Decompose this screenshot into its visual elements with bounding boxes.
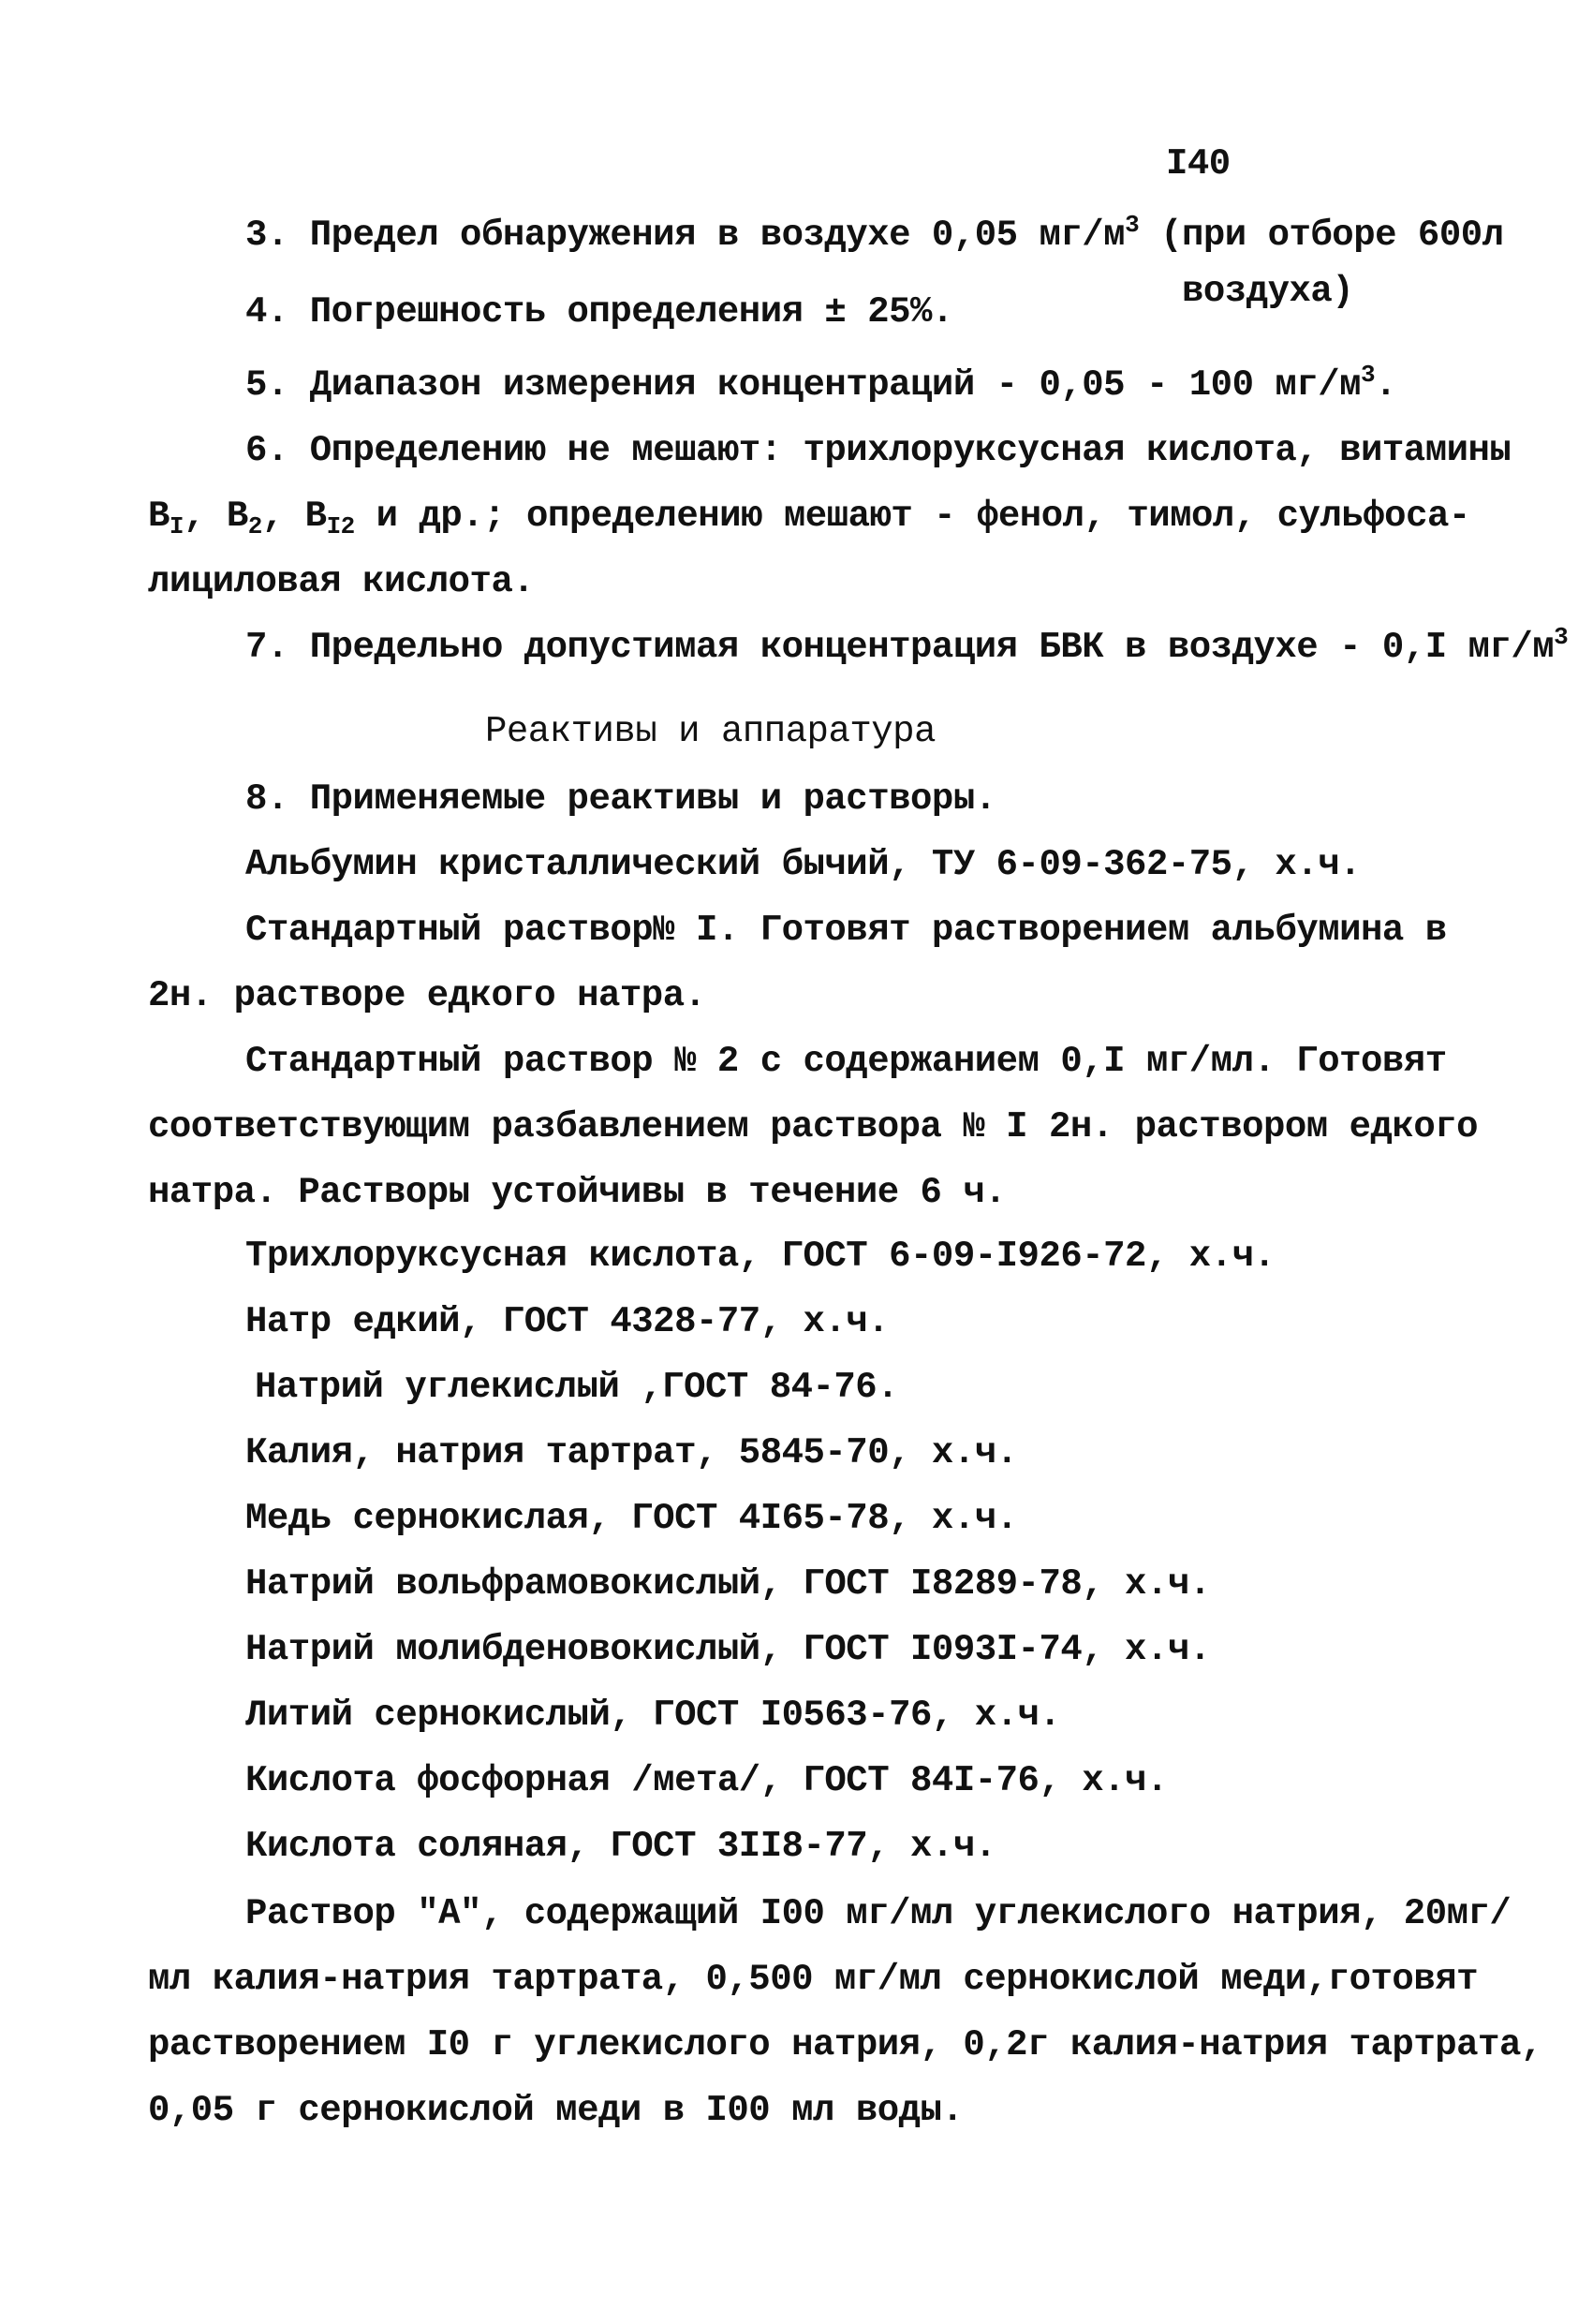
vitamin-b1-sub: I	[169, 512, 184, 540]
solution-a-line-4: 0,05 г сернокислой меди в I00 мл воды.	[148, 2090, 964, 2131]
item-4-error: 4. Погрешность определения ± 25%.	[245, 291, 953, 333]
vitamin-b1-letter: B	[148, 496, 170, 537]
reagent-list-item: Калия, натрия тартрат, 5845-70, х.ч.	[245, 1432, 1018, 1473]
item-3-note: (при отборе 600л	[1160, 215, 1504, 256]
item-5-sup: 3	[1361, 361, 1376, 389]
item-5-text: 5. Диапазон измерения концентраций - 0,05 - 100 мг/м	[245, 364, 1361, 406]
item-6-line-2-rest: и др.; определению мешают - фенол, тимол, сульфоса-	[354, 496, 1470, 537]
reagent-list-item: Натр едкий, ГОСТ 4328-77, х.ч.	[245, 1301, 890, 1342]
item-7-text: 7. Предельно допустимая концентрация БВК в воздухе - 0,I мг/м	[245, 627, 1555, 668]
reagent-list-item: Литий сернокислый, ГОСТ I0563-76, х.ч.	[245, 1695, 1061, 1736]
vitamin-b2-letter: B	[226, 496, 248, 537]
reagent-list-item: Кислота фосфорная /мета/, ГОСТ 84I-76, х.ч.	[245, 1760, 1168, 1801]
item-3-detection-limit	[245, 211, 1504, 257]
solution-a-line-3: растворением I0 г углекислого натрия, 0,2г калия-натрия тартрата,	[148, 2024, 1542, 2065]
std-solution-2-line-2: соответствующим разбавлением раствора № I 2н. раствором едкого	[148, 1106, 1479, 1147]
reagent-list-item: Кислота соляная, ГОСТ 3II8-77, х.ч.	[245, 1826, 996, 1867]
item-6-line-3: лициловая кислота.	[148, 561, 535, 602]
item-5-range	[245, 363, 1396, 407]
vitamin-b12-letter: B	[304, 496, 327, 537]
vitamin-b2-sub: 2	[247, 512, 262, 540]
page-number: I40	[1166, 143, 1231, 185]
item-7-mac	[245, 623, 1569, 669]
item-6-line-2: $B_I$, $B_2$, $B_{I2}$ и др.; определению мешают - фенол, тимол, сульфоса-	[148, 496, 1470, 540]
solution-a-line-1: Раствор "А", содержащий I00 мг/мл углекислого натрия, 20мг/	[245, 1893, 1512, 1934]
std-solution-2-line-3: натра. Растворы устойчивы в течение 6 ч.	[148, 1172, 1007, 1213]
item-3-sup: 3	[1125, 211, 1140, 239]
albumin-line: Альбумин кристаллический бычий, ТУ 6-09-362-75, х.ч.	[245, 844, 1361, 885]
item-6-line-1: 6. Определению не мешают: трихлоруксусная кислота, витамины	[245, 430, 1512, 471]
reagent-list-item: Натрий углекислый ,ГОСТ 84-76.	[255, 1367, 899, 1408]
section-title: Реактивы и аппаратура	[485, 711, 936, 752]
item-7-sup: 3	[1554, 623, 1569, 651]
reagent-list-item: Трихлоруксусная кислота, ГОСТ 6-09-I926-72, х.ч.	[245, 1236, 1276, 1277]
item-8-reagents: 8. Применяемые реактивы и растворы.	[245, 778, 996, 820]
std-solution-1-line-1: Стандартный раствор№ I. Готовят растворением альбумина в	[245, 910, 1447, 951]
std-solution-1-line-2: 2н. растворе едкого натра.	[148, 975, 706, 1016]
std-solution-2-line-1: Стандартный раствор № 2 с содержанием 0,I мг/мл. Готовят	[245, 1041, 1447, 1082]
item-5-tail: .	[1375, 364, 1397, 406]
reagent-list-item: Натрий вольфрамовокислый, ГОСТ I8289-78, х.ч.	[245, 1563, 1211, 1605]
item-3-text: 3. Предел обнаружения в воздухе 0,05 мг/м	[245, 215, 1126, 256]
solution-a-line-2: мл калия-натрия тартрата, 0,500 мг/мл сернокислой меди,готовят	[148, 1959, 1479, 2000]
vitamin-b12-sub: I2	[326, 512, 355, 540]
reagent-list-item: Медь сернокислая, ГОСТ 4I65-78, х.ч.	[245, 1498, 1018, 1539]
item-3-note-continuation: воздуха)	[1182, 271, 1354, 312]
reagent-list-item: Натрий молибденовокислый, ГОСТ I093I-74, х.ч.	[245, 1629, 1211, 1670]
